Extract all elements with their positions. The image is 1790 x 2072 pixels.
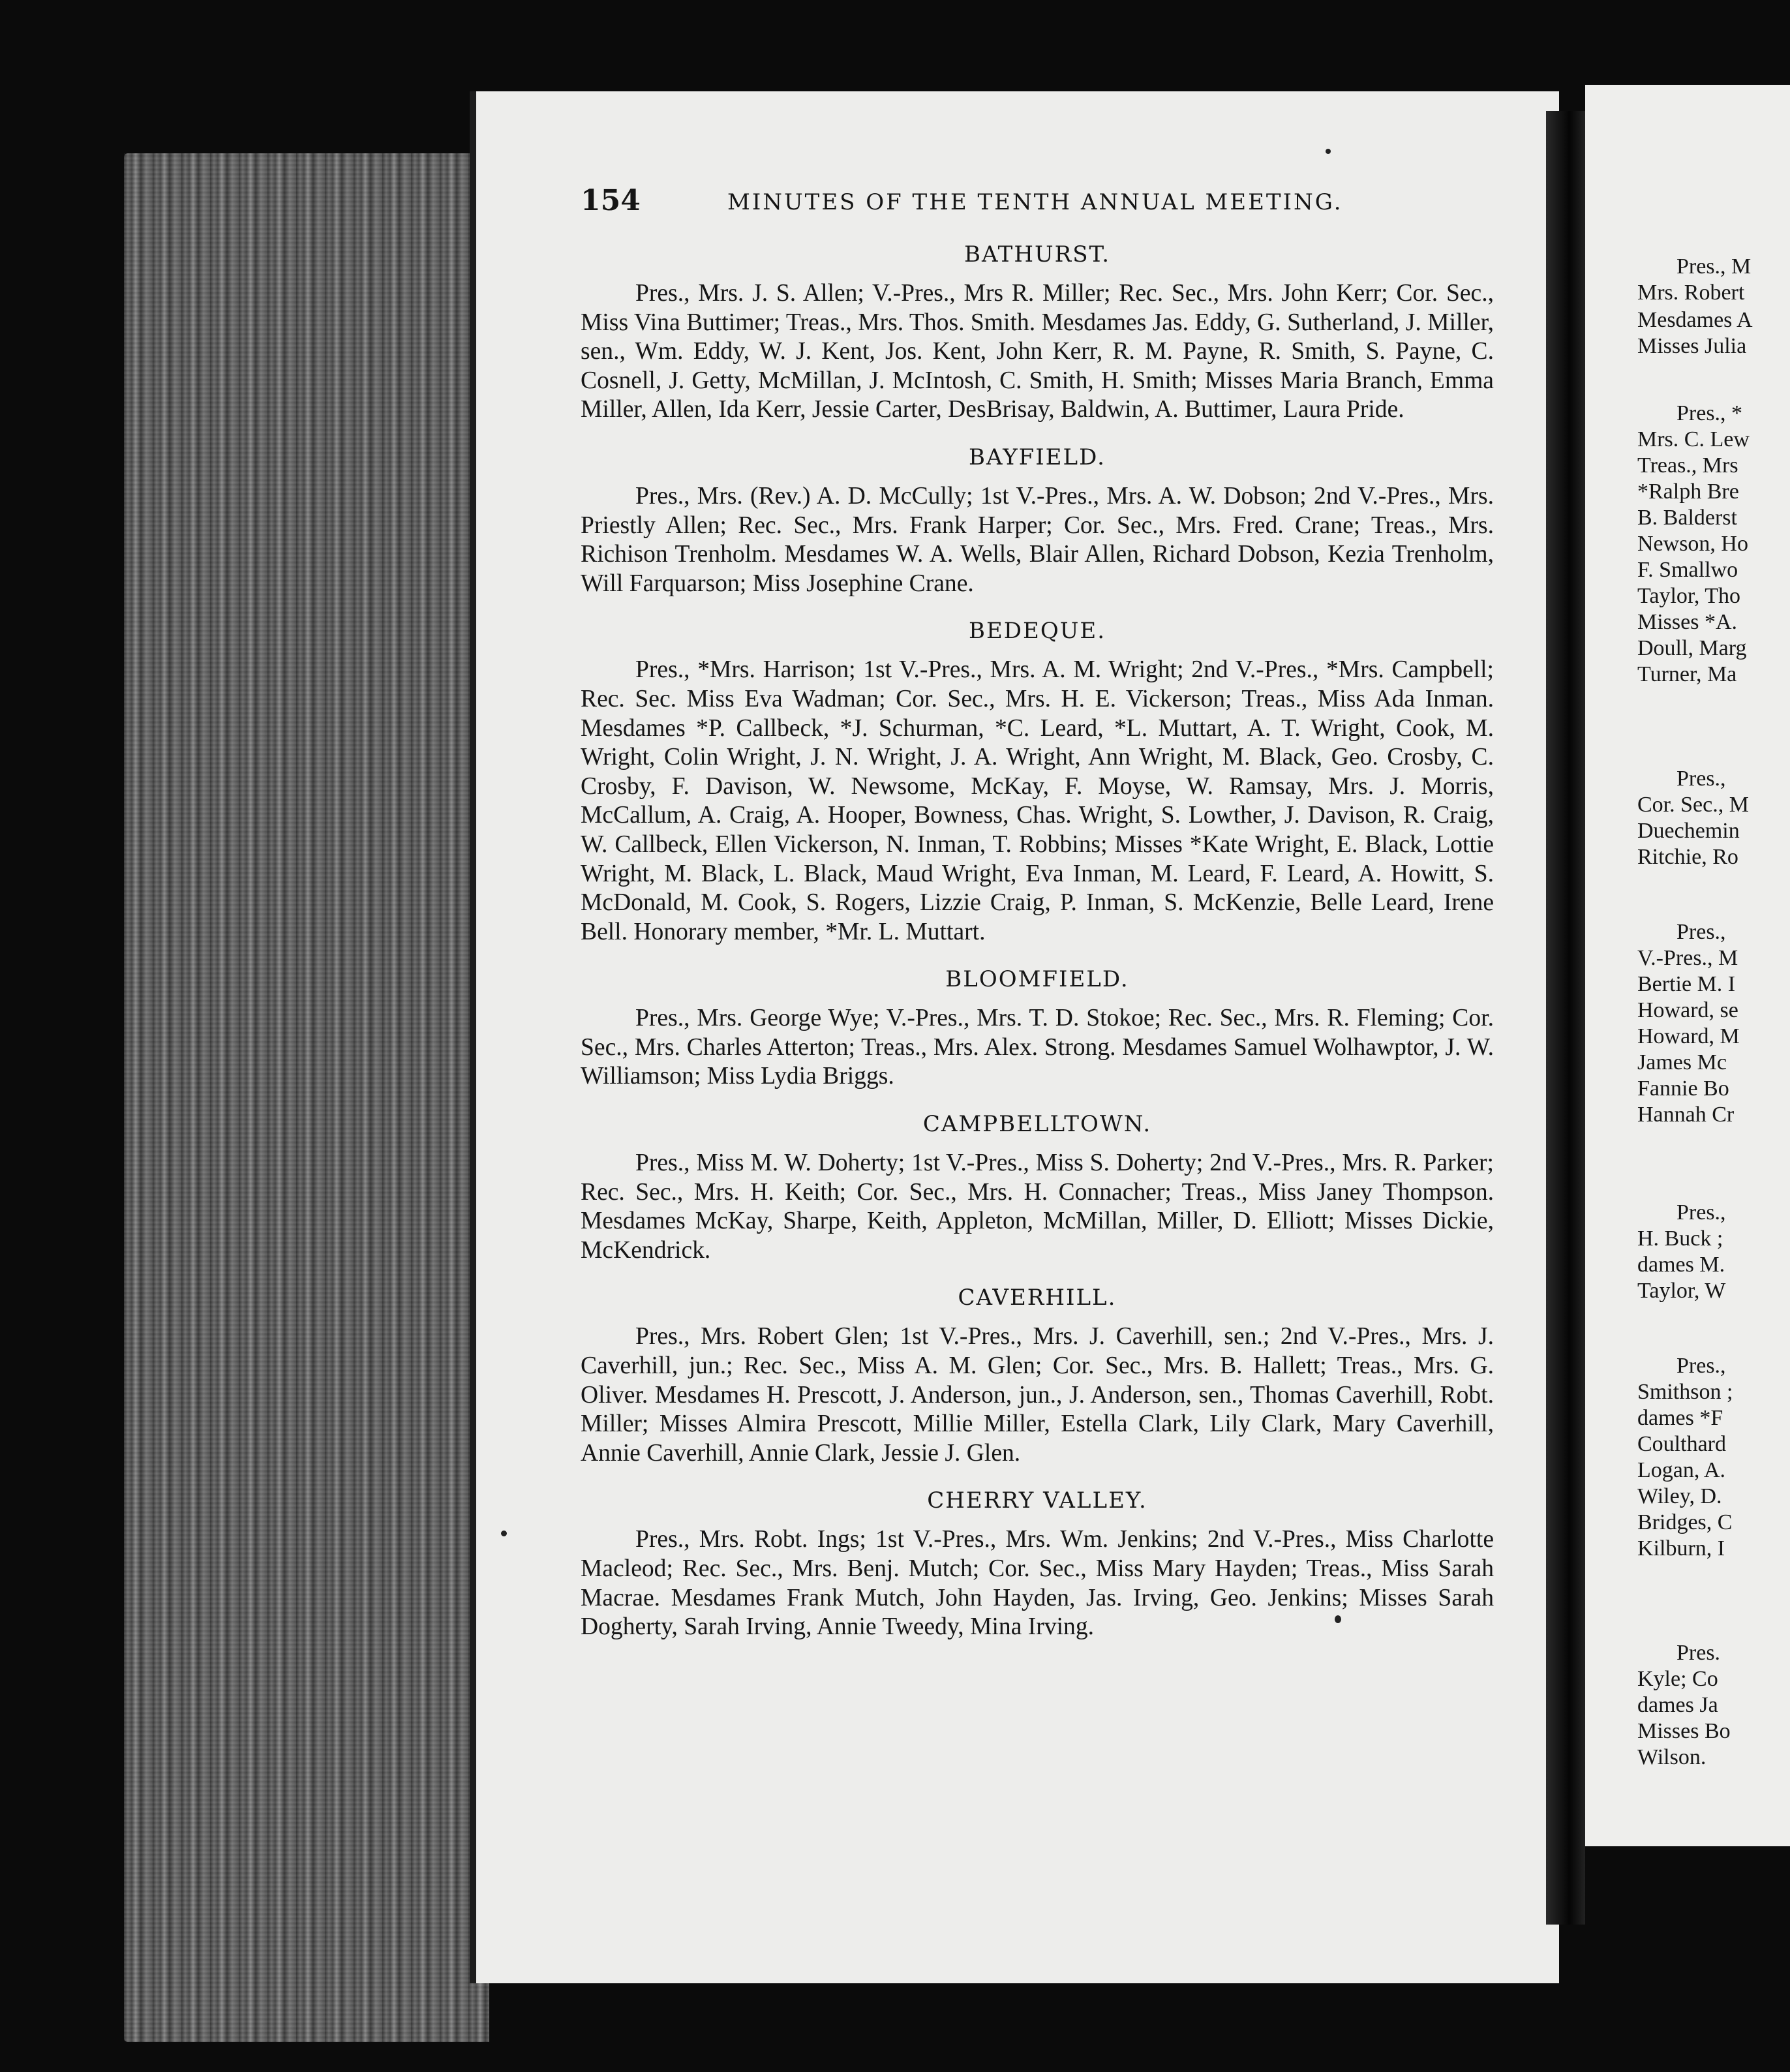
facing-page-line: Smithson ; — [1637, 1380, 1733, 1404]
facing-page-line: Pres., — [1676, 1200, 1726, 1225]
facing-page — [1585, 85, 1790, 1846]
entry-body: Pres., Mrs. (Rev.) A. D. McCully; 1st V.-Pres., Mrs. A. W. Dobson; 2nd V.-Pres., Mrs. Priestly Allen; Rec. Sec., Mrs. Frank Harper; Cor. Sec., Mrs. Fred. Crane; Treas., Mrs. Richison Trenholm. Mesdames W. A. Wells, Blair Allen, Richard Dobson, Kezia Trenholm, Will Farquarson; Miss Josephine Crane. — [581, 482, 1494, 597]
facing-page-line: Misses Julia — [1637, 334, 1747, 358]
entry-heading: CAVERHILL. — [958, 1285, 1117, 1311]
ink-speck — [1326, 149, 1331, 154]
facing-page-line: Pres., — [1676, 920, 1726, 944]
facing-page-line: Pres., — [1676, 767, 1726, 791]
facing-page-line: Pres. — [1676, 1641, 1721, 1665]
society-entries — [581, 241, 1494, 1642]
facing-page-line: V.-Pres., M — [1637, 946, 1738, 970]
entry-heading: BLOOMFIELD. — [945, 966, 1129, 993]
facing-page-line: Duechemin — [1637, 819, 1740, 843]
facing-page-line: Mrs. Robert — [1637, 281, 1745, 305]
facing-page-line: dames M. — [1637, 1253, 1725, 1277]
entry-cherry-valley — [581, 1487, 1494, 1641]
facing-page-text — [1585, 85, 1790, 1846]
entry-body: Pres., Mrs. Robert Glen; 1st V.-Pres., Mrs. J. Caverhill, sen.; 2nd V.-Pres., Mrs. J. Caverhill, jun.; Rec. Sec., Miss A. M. Glen; Cor. Sec., Mrs. B. Hallett; Treas., Mrs. G. Oliver. Mesdames H. Prescott, J. Anderson, jun., J. Anderson, sen., Thomas Caverhill, Robt. Miller; Misses Almira Prescott, Millie Miller, Estella Clark, Lily Clark, Mary Caverhill, Annie Caverhill, Annie Clark, Jessie J. Glen. — [581, 1323, 1494, 1467]
facing-page-line: Taylor, W — [1637, 1279, 1726, 1303]
entry-body: Pres., Mrs. George Wye; V.-Pres., Mrs. T. D. Stokoe; Rec. Sec., Mrs. R. Fleming; Cor. Sec., Mrs. Charles Atterton; Treas., Mrs. Alex. Strong. Mesdames Samuel Wolhawptor, J. W. Williamson; Miss Lydia Briggs. — [581, 1005, 1494, 1090]
entry-bedeque — [581, 618, 1494, 947]
facing-page-line: Taylor, Tho — [1637, 584, 1741, 608]
running-title: MINUTES OF THE TENTH ANNUAL MEETING. — [727, 189, 1343, 215]
facing-page-line: James Mc — [1637, 1050, 1727, 1074]
entry-heading: BATHURST. — [963, 241, 1111, 267]
facing-page-line: Kyle; Co — [1637, 1667, 1718, 1691]
entry-body: Pres., *Mrs. Harrison; 1st V.-Pres., Mrs. A. M. Wright; 2nd V.-Pres., *Mrs. Campbell; Rec. Sec. Miss Eva Wadman; Cor. Sec., Mrs. H. E. Vickerson; Treas., Miss Ada Inman. Mesdames *P. Callbeck, *J. Schurman, *C. Leard, *L. Muttart, A. T. Wright, Cook, M. Wright, Colin Wright, J. N. Wright, J. A. Wright, Ann Wright, M. Black, Geo. Crosby, C. Crosby, F. Davison, W. Newsome, McKay, F. Moyse, W. Ramsay, Mrs. J. Morris, McCallum, A. Craig, A. Hooper, Bowness, Chas. Wright, S. Lowther, J. Davison, R. Craig, W. Callbeck, Ellen Vickerson, N. Inman, T. Robbins; Misses *Kate Wright, E. Black, Lottie Wright, M. Black, L. Black, Maud Wright, Eva Inman, M. Leard, F. Leard, A. Howitt, S. McDonald, M. Cook, S. Rogers, Lizzie Craig, P. Inman, S. McKenzie, Belle Leard, Irene Bell. Honorary member, *Mr. L. Muttart. — [581, 656, 1494, 945]
facing-page-line: dames Ja — [1637, 1693, 1718, 1717]
facing-page-line: Mesdames A — [1637, 308, 1753, 332]
entry-heading: CHERRY VALLEY. — [927, 1487, 1147, 1514]
facing-page-line: Pres., * — [1676, 401, 1743, 425]
facing-page-line: Treas., Mrs — [1637, 453, 1738, 478]
facing-page-line: Kilburn, I — [1637, 1536, 1725, 1561]
facing-page-line: B. Balderst — [1637, 506, 1737, 530]
facing-page-line: Howard, M — [1637, 1024, 1740, 1048]
entry-heading: CAMPBELLTOWN. — [922, 1111, 1152, 1138]
facing-page-line: Pres., M — [1676, 254, 1752, 279]
entry-bloomfield — [581, 966, 1494, 1091]
page-number: 154 — [581, 184, 641, 217]
facing-page-line: Turner, Ma — [1637, 662, 1737, 686]
book-gutter — [1546, 111, 1585, 1925]
facing-page-line: Pres., — [1676, 1354, 1726, 1378]
entry-body: Pres., Mrs. Robt. Ings; 1st V.-Pres., Mrs. Wm. Jenkins; 2nd V.-Pres., Miss Charlotte Macleod; Rec. Sec., Mrs. Benj. Mutch; Cor. Sec., Miss Mary Hayden; Treas., Miss Sarah Macrae. Mesdames Frank Mutch, John Hayden, Jas. Irving, Geo. Jenkins; Misses Sarah Dogherty, Sarah Irving, Annie Tweedy, Mina Irving. — [581, 1526, 1494, 1641]
entry-caverhill — [581, 1285, 1494, 1468]
facing-page-line: Bridges, C — [1637, 1510, 1733, 1534]
facing-page-line: Ritchie, Ro — [1637, 845, 1738, 869]
facing-page-line: Cor. Sec., M — [1637, 793, 1749, 817]
entry-heading: BAYFIELD. — [969, 444, 1106, 470]
entry-campbelltown — [581, 1111, 1494, 1265]
facing-page-line: Logan, A. — [1637, 1458, 1726, 1482]
facing-page-line: Hannah Cr — [1637, 1103, 1735, 1127]
facing-page-line: *Ralph Bre — [1637, 480, 1739, 504]
facing-page-line: Mrs. C. Lew — [1637, 427, 1750, 451]
facing-page-line: H. Buck ; — [1637, 1226, 1723, 1251]
entry-body: Pres., Miss M. W. Doherty; 1st V.-Pres., Miss S. Doherty; 2nd V.-Pres., Mrs. R. Parker; Rec. Sec., Mrs. H. Keith; Cor. Sec., Mrs. H. Connacher; Treas., Miss Janey Thompson. Mesdames McKay, Sharpe, Keith, Appleton, McMillan, Miller, D. Elliott; Misses Dickie, McKendrick. — [581, 1150, 1494, 1264]
facing-page-line: Howard, se — [1637, 998, 1738, 1022]
facing-page-line: dames *F — [1637, 1406, 1723, 1430]
ink-speck — [501, 1531, 507, 1536]
facing-page-line: Misses *A. — [1637, 610, 1738, 634]
facing-page-line: Bertie M. I — [1637, 972, 1736, 996]
facing-page-line: Newson, Ho — [1637, 532, 1748, 556]
facing-page-line: Wilson. — [1637, 1745, 1707, 1769]
entry-heading: BEDEQUE. — [968, 618, 1106, 645]
facing-page-line: Misses Bo — [1637, 1719, 1731, 1743]
facing-page-line: Doull, Marg — [1637, 636, 1747, 660]
facing-page-line: Wiley, D. — [1637, 1484, 1722, 1508]
entry-body: Pres., Mrs. J. S. Allen; V.-Pres., Mrs R. Miller; Rec. Sec., Mrs. John Kerr; Cor. Sec., Miss Vina Buttimer; Treas., Mrs. Thos. Smith. Mesdames Jas. Eddy, G. Sutherland, J. Miller, sen., Wm. Eddy, W. J. Kent, Jos. Kent, John Kerr, R. M. Payne, R. Smith, S. Payne, C. Cosnell, J. Getty, McMillan, J. McIntosh, C. Smith, H. Smith; Misses Maria Branch, Emma Miller, Allen, Ida Kerr, Jessie Carter, DesBrisay, Baldwin, A. Buttimer, Laura Pride. — [581, 280, 1494, 423]
facing-page-line: Fannie Bo — [1637, 1076, 1729, 1101]
entry-bathurst — [581, 241, 1494, 425]
ink-speck — [1335, 1615, 1341, 1623]
facing-page-line: Coulthard — [1637, 1432, 1726, 1456]
facing-page-line: F. Smallwo — [1637, 558, 1738, 582]
running-head — [581, 184, 1363, 223]
entry-bayfield — [581, 444, 1494, 598]
book-page-edges — [124, 153, 489, 2042]
